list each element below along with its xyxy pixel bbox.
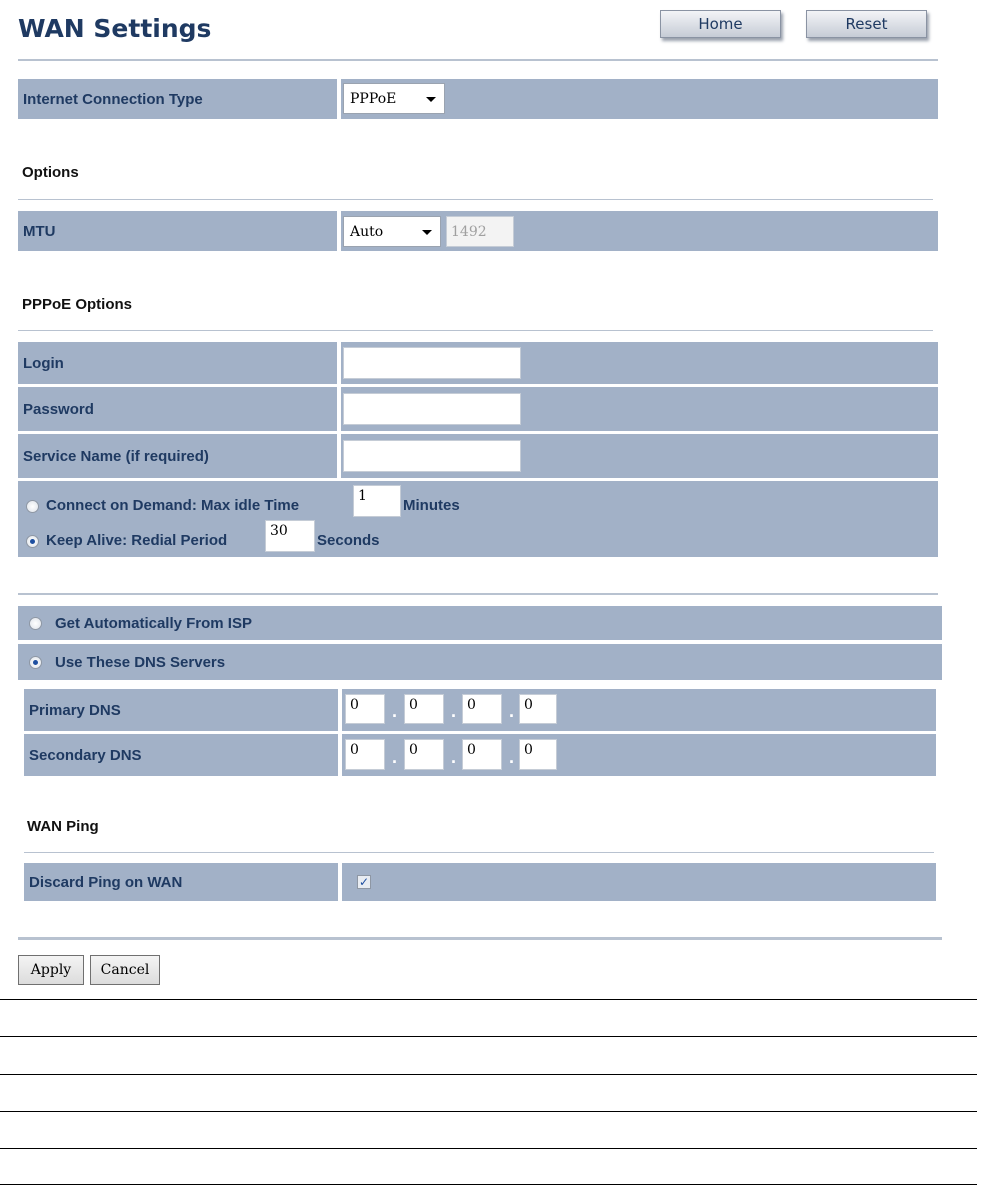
mtu-label: MTU: [23, 222, 56, 240]
dns-auto-label: Get Automatically From ISP: [55, 615, 252, 632]
secondary-dns-octet-1[interactable]: 0: [345, 739, 385, 770]
pppoe-divider: [18, 330, 933, 331]
login-field[interactable]: [343, 347, 521, 379]
primary-dns-octet-4[interactable]: 0: [519, 694, 557, 724]
options-divider: [18, 199, 933, 200]
apply-button[interactable]: Apply: [18, 955, 84, 985]
chevron-down-icon: [422, 230, 432, 235]
secondary-dns-label: Secondary DNS: [29, 746, 142, 764]
dns-divider: [18, 593, 938, 595]
ip-dot: .: [451, 747, 457, 767]
ip-dot: .: [509, 701, 515, 721]
dns-auto-radio[interactable]: [29, 617, 42, 630]
blank-rule: [0, 999, 977, 1000]
password-field[interactable]: [343, 393, 521, 425]
connection-type-select[interactable]: [343, 83, 445, 114]
primary-dns-octet-1[interactable]: 0: [345, 694, 385, 724]
password-label: Password: [23, 400, 94, 418]
blank-rule: [0, 1036, 977, 1037]
blank-rule: [0, 1184, 977, 1185]
reset-button[interactable]: Reset: [806, 10, 927, 38]
service-name-label: Service Name (if required): [23, 447, 209, 465]
secondary-dns-octet-3[interactable]: 0: [462, 739, 502, 770]
mtu-mode-value: Auto: [350, 223, 384, 240]
cancel-button[interactable]: Cancel: [90, 955, 160, 985]
page-title: WAN Settings: [18, 14, 212, 43]
discard-ping-label: Discard Ping on WAN: [29, 873, 183, 891]
primary-dns-octet-2[interactable]: 0: [404, 694, 444, 724]
blank-rule: [0, 1148, 977, 1149]
wan-ping-heading: WAN Ping: [27, 818, 99, 835]
keep-alive-label: Keep Alive: Redial Period: [46, 532, 228, 549]
connection-type-row: [18, 79, 938, 119]
ip-dot: .: [392, 701, 398, 721]
service-name-field[interactable]: [343, 440, 521, 472]
blank-rule: [0, 1111, 977, 1112]
wan-ping-divider: [24, 852, 934, 853]
mtu-value-field: [446, 216, 514, 247]
ip-dot: .: [451, 701, 457, 721]
ip-dot: .: [392, 747, 398, 767]
login-label: Login: [23, 354, 64, 372]
connection-type-label: Internet Connection Type: [23, 90, 203, 108]
home-button[interactable]: Home: [660, 10, 781, 38]
ip-dot: .: [509, 747, 515, 767]
redial-period-field[interactable]: 30: [265, 520, 315, 552]
mtu-mode-select[interactable]: [343, 216, 441, 247]
dns-manual-radio[interactable]: [29, 656, 42, 669]
primary-dns-octet-3[interactable]: 0: [462, 694, 502, 724]
connection-type-value: PPPoE: [350, 90, 397, 107]
max-idle-time-field[interactable]: 1: [353, 485, 401, 517]
options-heading: Options: [22, 164, 79, 181]
dns-manual-label: Use These DNS Servers: [55, 654, 226, 671]
discard-ping-checkbox[interactable]: ✓: [358, 875, 370, 889]
secondary-dns-octet-4[interactable]: 0: [519, 739, 557, 770]
chevron-down-icon: [426, 97, 436, 102]
keep-alive-radio[interactable]: [26, 535, 39, 548]
pppoe-heading: PPPoE Options: [22, 296, 133, 313]
header-divider: [18, 59, 938, 61]
discard-ping-row: [24, 863, 936, 901]
blank-rule: [0, 1074, 977, 1075]
connect-on-demand-radio[interactable]: [26, 500, 39, 513]
seconds-label: Seconds: [317, 532, 380, 549]
secondary-dns-octet-2[interactable]: 0: [404, 739, 444, 770]
connect-on-demand-label: Connect on Demand: Max idle Time: [46, 497, 300, 514]
mtu-value: 1492: [451, 223, 487, 240]
footer-divider: [18, 937, 942, 940]
minutes-label: Minutes: [403, 497, 460, 514]
primary-dns-label: Primary DNS: [29, 701, 121, 719]
